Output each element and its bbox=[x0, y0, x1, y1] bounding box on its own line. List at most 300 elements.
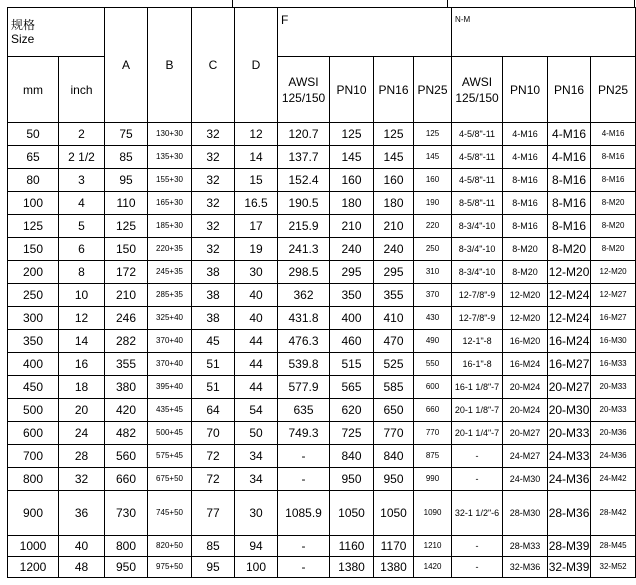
awsi-label: AWSI bbox=[288, 74, 319, 89]
table-row bbox=[8, 491, 636, 536]
cell-nm-awsi: - bbox=[452, 468, 503, 491]
cell-b: 155+30 bbox=[148, 169, 192, 192]
cell-a: 482 bbox=[105, 422, 148, 445]
divider-tick bbox=[447, 0, 448, 7]
table-row bbox=[8, 330, 636, 353]
size-header-en: Size bbox=[11, 32, 35, 46]
table-row bbox=[8, 307, 636, 330]
cell-f-pn10: 160 bbox=[330, 169, 374, 192]
cell-mm: 1200 bbox=[8, 557, 59, 578]
cell-f-awsi: - bbox=[278, 445, 330, 468]
cell-nm-pn25: 16-M33 bbox=[591, 353, 636, 376]
cell-d: 44 bbox=[235, 330, 278, 353]
cell-f-pn16: 410 bbox=[374, 307, 414, 330]
cell-f-awsi: 431.8 bbox=[278, 307, 330, 330]
size-header bbox=[8, 8, 105, 57]
cell-inch: 2 bbox=[59, 123, 105, 146]
cell-f-pn16: 160 bbox=[374, 169, 414, 192]
cell-mm: 350 bbox=[8, 330, 59, 353]
cell-nm-awsi: 20-1 1/8"-7 bbox=[452, 399, 503, 422]
cell-nm-awsi: - bbox=[452, 536, 503, 557]
cell-f-awsi: - bbox=[278, 536, 330, 557]
cell-inch: 24 bbox=[59, 422, 105, 445]
cell-b: 975+50 bbox=[148, 557, 192, 578]
table-row bbox=[8, 468, 636, 491]
cell-inch: 16 bbox=[59, 353, 105, 376]
cell-mm: 900 bbox=[8, 491, 59, 536]
col-header-mm: mm bbox=[8, 57, 59, 123]
cell-f-pn16: 525 bbox=[374, 353, 414, 376]
cell-f-pn16: 585 bbox=[374, 376, 414, 399]
cell-d: 44 bbox=[235, 376, 278, 399]
cell-inch: 20 bbox=[59, 399, 105, 422]
cell-c: 64 bbox=[192, 399, 235, 422]
cell-nm-awsi: - bbox=[452, 445, 503, 468]
cell-nm-pn25: 28-M45 bbox=[591, 536, 636, 557]
cell-d: 54 bbox=[235, 399, 278, 422]
cell-nm-pn16: 12-M24 bbox=[548, 307, 591, 330]
col-header-f-pn16: PN16 bbox=[374, 57, 414, 123]
cell-d: 17 bbox=[235, 215, 278, 238]
cell-f-pn10: 515 bbox=[330, 353, 374, 376]
cell-inch: 48 bbox=[59, 557, 105, 578]
cell-f-pn25: 160 bbox=[414, 169, 452, 192]
cell-nm-pn16: 20-M27 bbox=[548, 376, 591, 399]
cell-f-pn25: 220 bbox=[414, 215, 452, 238]
cell-nm-pn16: 16-M27 bbox=[548, 353, 591, 376]
cell-b: 820+50 bbox=[148, 536, 192, 557]
cell-nm-pn16: 4-M16 bbox=[548, 146, 591, 169]
cell-nm-pn16: 28-M39 bbox=[548, 536, 591, 557]
cell-mm: 200 bbox=[8, 261, 59, 284]
awsi-range: 125/150 bbox=[455, 90, 499, 105]
cell-f-pn10: 565 bbox=[330, 376, 374, 399]
cell-b: 325+40 bbox=[148, 307, 192, 330]
cell-c: 85 bbox=[192, 536, 235, 557]
cell-nm-pn10: 4-M16 bbox=[503, 123, 548, 146]
table-row bbox=[8, 169, 636, 192]
table-row bbox=[8, 284, 636, 307]
cell-nm-pn10: 24-M30 bbox=[503, 468, 548, 491]
divider-tick bbox=[232, 0, 233, 7]
cell-f-pn10: 295 bbox=[330, 261, 374, 284]
cell-nm-awsi: - bbox=[452, 557, 503, 578]
cell-nm-awsi: 16-1 1/8"-7 bbox=[452, 376, 503, 399]
flange-spec-table bbox=[7, 7, 636, 578]
cell-f-awsi: 362 bbox=[278, 284, 330, 307]
cell-nm-pn25: 28-M42 bbox=[591, 491, 636, 536]
cell-b: 245+35 bbox=[148, 261, 192, 284]
cell-nm-pn16: 32-M39 bbox=[548, 557, 591, 578]
cell-mm: 150 bbox=[8, 238, 59, 261]
cell-a: 660 bbox=[105, 468, 148, 491]
cell-f-pn16: 1050 bbox=[374, 491, 414, 536]
cell-f-pn25: 490 bbox=[414, 330, 452, 353]
cell-nm-pn25: 16-M30 bbox=[591, 330, 636, 353]
cell-f-awsi: 137.7 bbox=[278, 146, 330, 169]
table-row bbox=[8, 238, 636, 261]
cell-f-pn25: 550 bbox=[414, 353, 452, 376]
cell-f-awsi: 152.4 bbox=[278, 169, 330, 192]
cell-nm-awsi: 8-3/4"-10 bbox=[452, 215, 503, 238]
cell-d: 14 bbox=[235, 146, 278, 169]
cell-b: 675+50 bbox=[148, 468, 192, 491]
cell-nm-pn16: 16-M24 bbox=[548, 330, 591, 353]
cell-c: 72 bbox=[192, 445, 235, 468]
cell-f-pn25: 430 bbox=[414, 307, 452, 330]
cell-nm-pn16: 4-M16 bbox=[548, 123, 591, 146]
col-header-nm-awsi bbox=[452, 57, 503, 123]
cell-d: 40 bbox=[235, 284, 278, 307]
cell-nm-pn25: 12-M27 bbox=[591, 284, 636, 307]
cell-f-awsi: - bbox=[278, 557, 330, 578]
cell-f-pn10: 620 bbox=[330, 399, 374, 422]
awsi-label: AWSI bbox=[461, 74, 493, 89]
cell-f-pn25: 250 bbox=[414, 238, 452, 261]
cell-f-pn16: 355 bbox=[374, 284, 414, 307]
cell-f-awsi: 635 bbox=[278, 399, 330, 422]
cell-d: 100 bbox=[235, 557, 278, 578]
col-header-f-pn25: PN25 bbox=[414, 57, 452, 123]
cell-inch: 6 bbox=[59, 238, 105, 261]
cell-f-pn25: 1420 bbox=[414, 557, 452, 578]
cell-d: 50 bbox=[235, 422, 278, 445]
cell-f-pn16: 470 bbox=[374, 330, 414, 353]
cell-nm-pn25: 24-M36 bbox=[591, 445, 636, 468]
cell-nm-pn10: 8-M20 bbox=[503, 261, 548, 284]
cell-f-pn10: 1050 bbox=[330, 491, 374, 536]
cell-f-pn16: 210 bbox=[374, 215, 414, 238]
col-header-inch: inch bbox=[59, 57, 105, 123]
cell-c: 32 bbox=[192, 123, 235, 146]
cell-b: 135+30 bbox=[148, 146, 192, 169]
cell-nm-pn10: 28-M33 bbox=[503, 536, 548, 557]
cell-f-pn10: 840 bbox=[330, 445, 374, 468]
cell-nm-pn10: 4-M16 bbox=[503, 146, 548, 169]
cell-f-pn25: 370 bbox=[414, 284, 452, 307]
cell-c: 32 bbox=[192, 215, 235, 238]
cell-mm: 450 bbox=[8, 376, 59, 399]
cell-a: 420 bbox=[105, 399, 148, 422]
table-row bbox=[8, 146, 636, 169]
cell-f-pn25: 660 bbox=[414, 399, 452, 422]
cell-b: 185+30 bbox=[148, 215, 192, 238]
cell-f-awsi: 577.9 bbox=[278, 376, 330, 399]
cell-f-pn25: 770 bbox=[414, 422, 452, 445]
cell-a: 125 bbox=[105, 215, 148, 238]
cell-b: 745+50 bbox=[148, 491, 192, 536]
cell-f-pn16: 1380 bbox=[374, 557, 414, 578]
col-header-c: C bbox=[192, 8, 235, 123]
cell-b: 500+45 bbox=[148, 422, 192, 445]
cell-nm-awsi: 16-1"-8 bbox=[452, 353, 503, 376]
cell-mm: 800 bbox=[8, 468, 59, 491]
cell-nm-pn16: 24-M36 bbox=[548, 468, 591, 491]
table-row bbox=[8, 422, 636, 445]
size-header-cn: 规格 bbox=[11, 18, 36, 32]
cell-a: 85 bbox=[105, 146, 148, 169]
cell-a: 560 bbox=[105, 445, 148, 468]
cell-inch: 40 bbox=[59, 536, 105, 557]
cell-f-pn10: 210 bbox=[330, 215, 374, 238]
cell-b: 435+45 bbox=[148, 399, 192, 422]
cell-inch: 5 bbox=[59, 215, 105, 238]
cell-nm-awsi: 8-3/4"-10 bbox=[452, 261, 503, 284]
awsi-range: 125/150 bbox=[281, 90, 326, 105]
cell-mm: 125 bbox=[8, 215, 59, 238]
cell-c: 72 bbox=[192, 468, 235, 491]
cell-b: 220+35 bbox=[148, 238, 192, 261]
cell-mm: 500 bbox=[8, 399, 59, 422]
cell-f-awsi: 190.5 bbox=[278, 192, 330, 215]
cell-f-pn16: 840 bbox=[374, 445, 414, 468]
cell-f-pn10: 1380 bbox=[330, 557, 374, 578]
cell-f-pn25: 125 bbox=[414, 123, 452, 146]
cell-mm: 80 bbox=[8, 169, 59, 192]
cell-f-pn10: 950 bbox=[330, 468, 374, 491]
col-header-b: B bbox=[148, 8, 192, 123]
col-header-f-awsi bbox=[278, 57, 330, 123]
cell-nm-pn10: 32-M36 bbox=[503, 557, 548, 578]
cell-f-pn16: 770 bbox=[374, 422, 414, 445]
cell-a: 950 bbox=[105, 557, 148, 578]
cell-c: 32 bbox=[192, 169, 235, 192]
cell-f-awsi: 539.8 bbox=[278, 353, 330, 376]
table-row bbox=[8, 557, 636, 578]
cell-inch: 18 bbox=[59, 376, 105, 399]
cell-nm-pn25: 4-M16 bbox=[591, 123, 636, 146]
cell-nm-pn10: 8-M16 bbox=[503, 192, 548, 215]
cell-f-pn25: 990 bbox=[414, 468, 452, 491]
cell-inch: 2 1/2 bbox=[59, 146, 105, 169]
col-header-nm-pn10: PN10 bbox=[503, 57, 548, 123]
cell-nm-pn25: 24-M42 bbox=[591, 468, 636, 491]
cell-nm-pn10: 8-M16 bbox=[503, 169, 548, 192]
cell-c: 32 bbox=[192, 192, 235, 215]
table-row bbox=[8, 123, 636, 146]
cell-c: 45 bbox=[192, 330, 235, 353]
cell-c: 32 bbox=[192, 238, 235, 261]
table-row bbox=[8, 536, 636, 557]
cell-nm-pn25: 8-M20 bbox=[591, 215, 636, 238]
cell-c: 95 bbox=[192, 557, 235, 578]
cell-f-pn16: 125 bbox=[374, 123, 414, 146]
cell-nm-pn16: 24-M33 bbox=[548, 445, 591, 468]
cell-f-pn25: 600 bbox=[414, 376, 452, 399]
table-row bbox=[8, 376, 636, 399]
cell-nm-awsi: 8-3/4"-10 bbox=[452, 238, 503, 261]
cell-f-pn10: 180 bbox=[330, 192, 374, 215]
cell-nm-pn10: 8-M16 bbox=[503, 215, 548, 238]
cell-nm-pn25: 20-M33 bbox=[591, 399, 636, 422]
col-header-nm: N-M bbox=[452, 8, 636, 57]
cell-b: 165+30 bbox=[148, 192, 192, 215]
cell-inch: 10 bbox=[59, 284, 105, 307]
cell-nm-pn25: 32-M52 bbox=[591, 557, 636, 578]
header-row-2 bbox=[8, 57, 636, 123]
cell-mm: 300 bbox=[8, 307, 59, 330]
cell-nm-pn16: 28-M36 bbox=[548, 491, 591, 536]
cell-c: 70 bbox=[192, 422, 235, 445]
cell-f-pn25: 145 bbox=[414, 146, 452, 169]
cell-b: 370+40 bbox=[148, 330, 192, 353]
cell-nm-awsi: 12-7/8"-9 bbox=[452, 307, 503, 330]
cell-b: 575+45 bbox=[148, 445, 192, 468]
cell-f-awsi: 1085.9 bbox=[278, 491, 330, 536]
cell-nm-awsi: 4-5/8"-11 bbox=[452, 123, 503, 146]
cell-d: 40 bbox=[235, 307, 278, 330]
cell-nm-pn16: 8-M16 bbox=[548, 192, 591, 215]
cell-f-pn16: 1170 bbox=[374, 536, 414, 557]
cell-a: 800 bbox=[105, 536, 148, 557]
col-header-nm-pn16: PN16 bbox=[548, 57, 591, 123]
cell-a: 172 bbox=[105, 261, 148, 284]
table-row bbox=[8, 445, 636, 468]
cell-c: 38 bbox=[192, 261, 235, 284]
cell-nm-pn25: 8-M16 bbox=[591, 169, 636, 192]
cell-f-awsi: 215.9 bbox=[278, 215, 330, 238]
cell-f-pn10: 725 bbox=[330, 422, 374, 445]
cell-f-pn10: 145 bbox=[330, 146, 374, 169]
cell-f-pn25: 1090 bbox=[414, 491, 452, 536]
cell-f-awsi: 298.5 bbox=[278, 261, 330, 284]
cell-nm-pn25: 12-M20 bbox=[591, 261, 636, 284]
cell-inch: 4 bbox=[59, 192, 105, 215]
cell-c: 38 bbox=[192, 284, 235, 307]
cell-nm-awsi: 4-5/8"-11 bbox=[452, 169, 503, 192]
cell-nm-awsi: 4-5/8"-11 bbox=[452, 146, 503, 169]
cell-d: 44 bbox=[235, 353, 278, 376]
cell-nm-awsi: 8-5/8"-11 bbox=[452, 192, 503, 215]
col-header-f-pn10: PN10 bbox=[330, 57, 374, 123]
cell-f-pn10: 350 bbox=[330, 284, 374, 307]
table-row bbox=[8, 215, 636, 238]
cell-mm: 100 bbox=[8, 192, 59, 215]
table-row bbox=[8, 399, 636, 422]
col-header-d: D bbox=[235, 8, 278, 123]
cell-b: 370+40 bbox=[148, 353, 192, 376]
cell-nm-pn16: 12-M20 bbox=[548, 261, 591, 284]
cell-c: 32 bbox=[192, 146, 235, 169]
col-header-nm-pn25: PN25 bbox=[591, 57, 636, 123]
cell-d: 94 bbox=[235, 536, 278, 557]
cell-f-pn16: 145 bbox=[374, 146, 414, 169]
cell-nm-pn16: 20-M30 bbox=[548, 399, 591, 422]
cell-nm-awsi: 32-1 1/2"-6 bbox=[452, 491, 503, 536]
table-row bbox=[8, 192, 636, 215]
cell-f-pn10: 125 bbox=[330, 123, 374, 146]
cell-f-awsi: 749.3 bbox=[278, 422, 330, 445]
cell-nm-pn10: 28-M30 bbox=[503, 491, 548, 536]
cell-d: 30 bbox=[235, 261, 278, 284]
cell-f-awsi: 241.3 bbox=[278, 238, 330, 261]
cell-d: 12 bbox=[235, 123, 278, 146]
cell-b: 395+40 bbox=[148, 376, 192, 399]
cell-inch: 12 bbox=[59, 307, 105, 330]
cell-f-pn10: 460 bbox=[330, 330, 374, 353]
table-row bbox=[8, 261, 636, 284]
cell-a: 380 bbox=[105, 376, 148, 399]
table-row bbox=[8, 353, 636, 376]
cell-nm-pn10: 16-M20 bbox=[503, 330, 548, 353]
cell-d: 34 bbox=[235, 468, 278, 491]
cell-mm: 1000 bbox=[8, 536, 59, 557]
cell-c: 77 bbox=[192, 491, 235, 536]
col-header-f: F bbox=[278, 8, 452, 57]
cell-c: 38 bbox=[192, 307, 235, 330]
cell-a: 110 bbox=[105, 192, 148, 215]
cell-d: 16.5 bbox=[235, 192, 278, 215]
cell-f-pn16: 950 bbox=[374, 468, 414, 491]
cell-a: 282 bbox=[105, 330, 148, 353]
cell-mm: 65 bbox=[8, 146, 59, 169]
cell-inch: 28 bbox=[59, 445, 105, 468]
cell-nm-pn10: 12-M20 bbox=[503, 307, 548, 330]
cell-mm: 50 bbox=[8, 123, 59, 146]
cell-nm-pn16: 20-M33 bbox=[548, 422, 591, 445]
cell-nm-pn10: 20-M24 bbox=[503, 376, 548, 399]
cell-nm-pn16: 8-M16 bbox=[548, 169, 591, 192]
cell-f-awsi: 476.3 bbox=[278, 330, 330, 353]
cell-nm-pn16: 12-M24 bbox=[548, 284, 591, 307]
cell-inch: 14 bbox=[59, 330, 105, 353]
cell-nm-awsi: 20-1 1/4"-7 bbox=[452, 422, 503, 445]
cell-b: 130+30 bbox=[148, 123, 192, 146]
cell-a: 150 bbox=[105, 238, 148, 261]
cell-mm: 600 bbox=[8, 422, 59, 445]
cell-nm-pn25: 20-M33 bbox=[591, 376, 636, 399]
cell-nm-pn10: 20-M24 bbox=[503, 399, 548, 422]
cell-nm-pn25: 8-M16 bbox=[591, 146, 636, 169]
cell-f-pn25: 1210 bbox=[414, 536, 452, 557]
cell-c: 51 bbox=[192, 376, 235, 399]
cell-f-awsi: - bbox=[278, 468, 330, 491]
cell-nm-pn10: 16-M24 bbox=[503, 353, 548, 376]
cell-nm-pn16: 8-M16 bbox=[548, 215, 591, 238]
cell-nm-pn10: 24-M27 bbox=[503, 445, 548, 468]
col-header-a: A bbox=[105, 8, 148, 123]
cell-f-pn25: 190 bbox=[414, 192, 452, 215]
cell-d: 15 bbox=[235, 169, 278, 192]
cell-nm-pn25: 8-M20 bbox=[591, 192, 636, 215]
cell-nm-pn25: 8-M20 bbox=[591, 238, 636, 261]
cell-f-pn16: 295 bbox=[374, 261, 414, 284]
cell-nm-pn25: 16-M27 bbox=[591, 307, 636, 330]
cell-a: 75 bbox=[105, 123, 148, 146]
cell-nm-pn10: 8-M20 bbox=[503, 238, 548, 261]
cell-f-pn16: 240 bbox=[374, 238, 414, 261]
cell-f-pn16: 180 bbox=[374, 192, 414, 215]
cell-a: 246 bbox=[105, 307, 148, 330]
cell-d: 34 bbox=[235, 445, 278, 468]
cell-f-pn10: 240 bbox=[330, 238, 374, 261]
cell-f-pn10: 400 bbox=[330, 307, 374, 330]
cell-f-pn16: 650 bbox=[374, 399, 414, 422]
cell-nm-pn10: 20-M27 bbox=[503, 422, 548, 445]
cell-a: 355 bbox=[105, 353, 148, 376]
cell-a: 730 bbox=[105, 491, 148, 536]
cell-d: 30 bbox=[235, 491, 278, 536]
cell-f-pn10: 1160 bbox=[330, 536, 374, 557]
cell-nm-awsi: 12-7/8"-9 bbox=[452, 284, 503, 307]
header-row-1 bbox=[8, 8, 636, 57]
cell-inch: 32 bbox=[59, 468, 105, 491]
cell-nm-pn16: 8-M20 bbox=[548, 238, 591, 261]
cell-d: 19 bbox=[235, 238, 278, 261]
cell-nm-pn10: 12-M20 bbox=[503, 284, 548, 307]
cell-f-awsi: 120.7 bbox=[278, 123, 330, 146]
cell-inch: 8 bbox=[59, 261, 105, 284]
